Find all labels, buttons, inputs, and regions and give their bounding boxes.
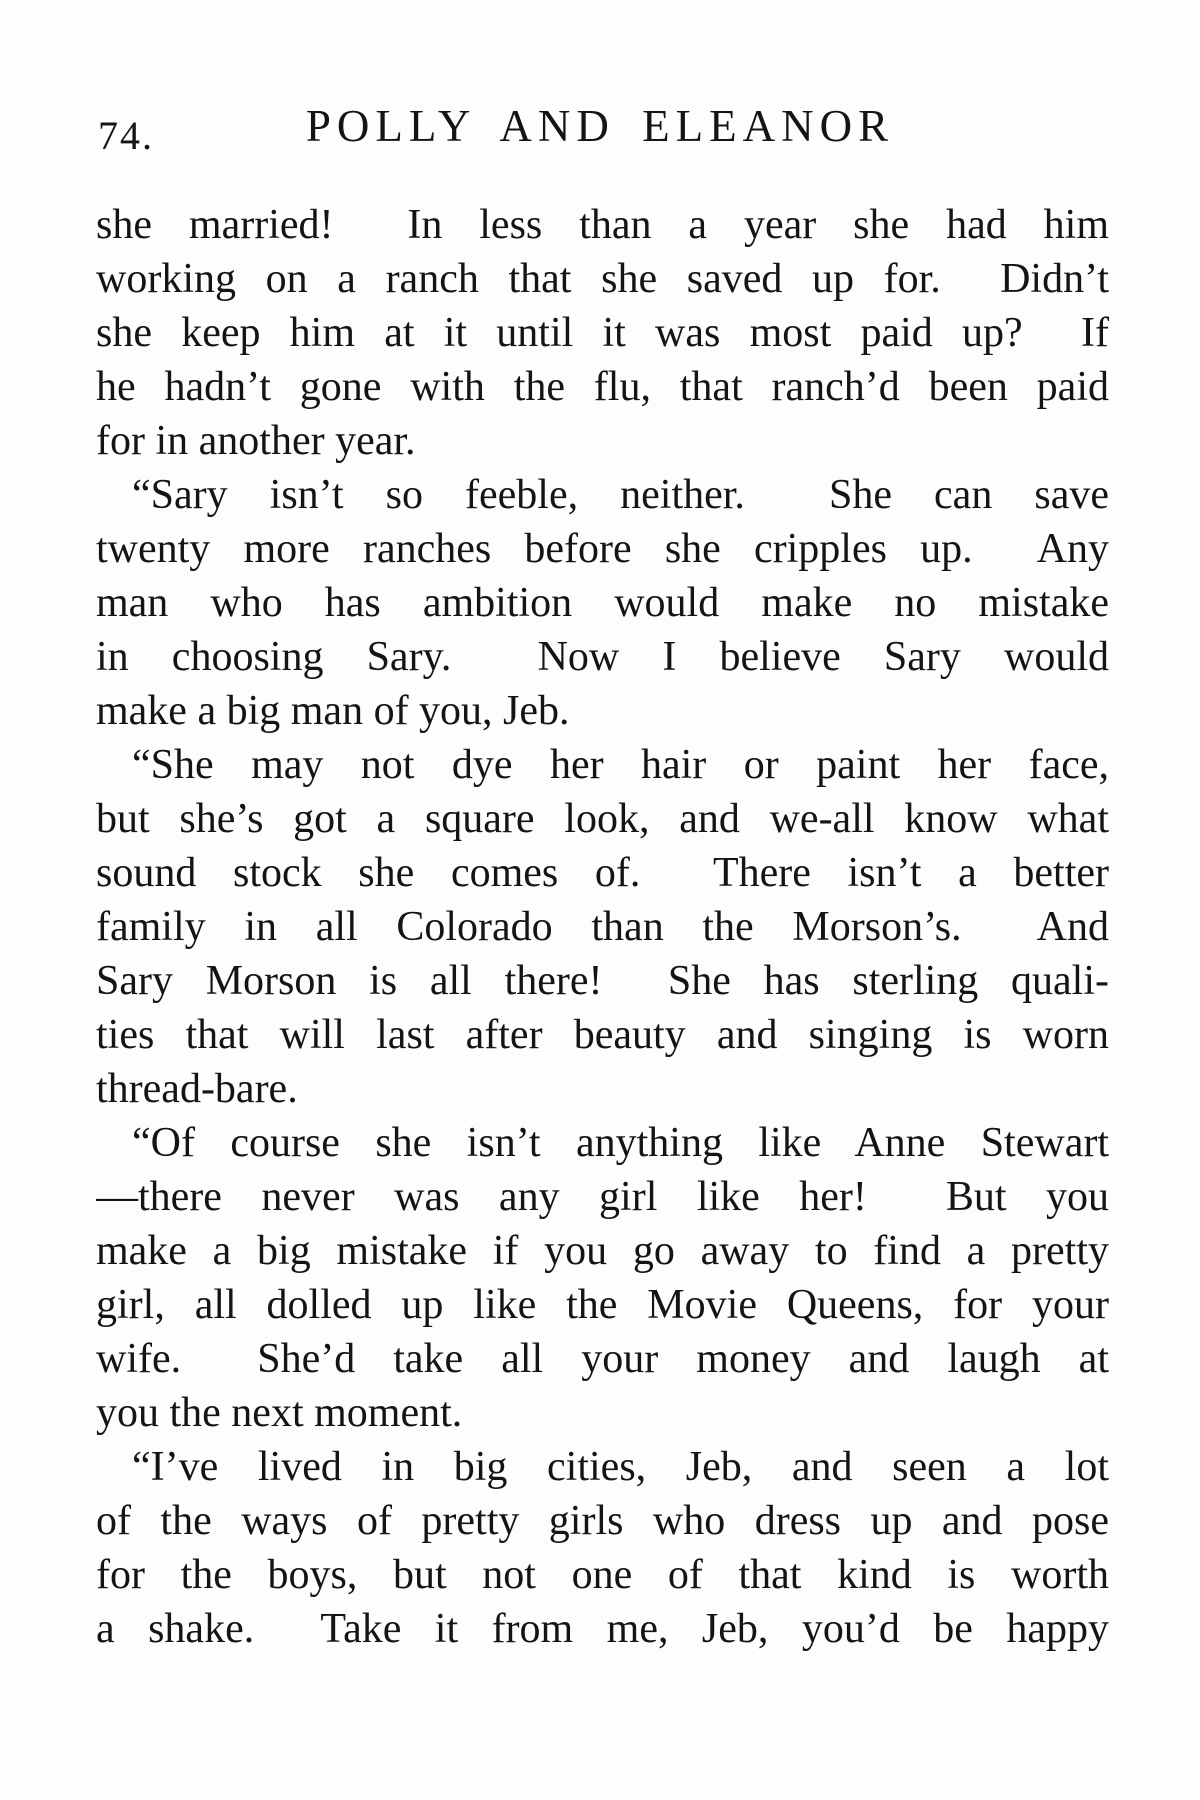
text-line: she keep him at it until it was most paid up? If (96, 310, 1109, 356)
text-line: you the next moment. (96, 1390, 463, 1436)
text-line: she married! In less than a year she had him (96, 202, 1109, 248)
paragraph (96, 198, 1109, 468)
text-line: a shake. Take it from me, Jeb, you’d be happy (96, 1606, 1109, 1652)
text-line: wife. She’d take all your money and laugh at (96, 1336, 1109, 1382)
text-line: for in another year. (96, 418, 416, 464)
text-line: Sary Morson is all there! She has sterling quali- (96, 958, 1109, 1004)
text-line: for the boys, but not one of that kind is worth (96, 1552, 1109, 1598)
paragraph (96, 738, 1109, 1116)
text-line: working on a ranch that she saved up for. Didn’t (96, 256, 1109, 302)
text-line: make a big mistake if you go away to find a pretty (96, 1228, 1109, 1274)
text-line: “Of course she isn’t anything like Anne Stewart (132, 1120, 1109, 1166)
text-line: he hadn’t gone with the flu, that ranch’d been paid (96, 364, 1109, 410)
page-header (0, 0, 1200, 180)
text-line: but she’s got a square look, and we-all know what (96, 796, 1109, 842)
text-line: in choosing Sary. Now I believe Sary would (96, 634, 1109, 680)
text-block (96, 198, 1109, 1656)
text-line: man who has ambition would make no mistake (96, 580, 1109, 626)
text-line: family in all Colorado than the Morson’s. And (96, 904, 1109, 950)
text-line: “She may not dye her hair or paint her face, (132, 742, 1109, 788)
text-line: of the ways of pretty girls who dress up and pose (96, 1498, 1109, 1544)
page-title: POLLY AND ELEANOR (305, 101, 895, 151)
paragraph (96, 468, 1109, 738)
paragraph (96, 1116, 1109, 1440)
text-line: “Sary isn’t so feeble, neither. She can save (132, 472, 1109, 518)
text-line: sound stock she comes of. There isn’t a better (96, 850, 1109, 896)
text-line: “I’ve lived in big cities, Jeb, and seen a lot (132, 1444, 1109, 1490)
page-number: 74. (98, 113, 154, 158)
text-line: make a big man of you, Jeb. (96, 688, 570, 734)
text-line: girl, all dolled up like the Movie Queens, for your (96, 1282, 1109, 1328)
text-line: —there never was any girl like her! But you (96, 1174, 1109, 1220)
paragraph (96, 1440, 1109, 1656)
text-line: thread-bare. (96, 1066, 298, 1112)
text-line: twenty more ranches before she cripples up. Any (96, 526, 1109, 572)
text-line: ties that will last after beauty and singing is worn (96, 1012, 1109, 1058)
